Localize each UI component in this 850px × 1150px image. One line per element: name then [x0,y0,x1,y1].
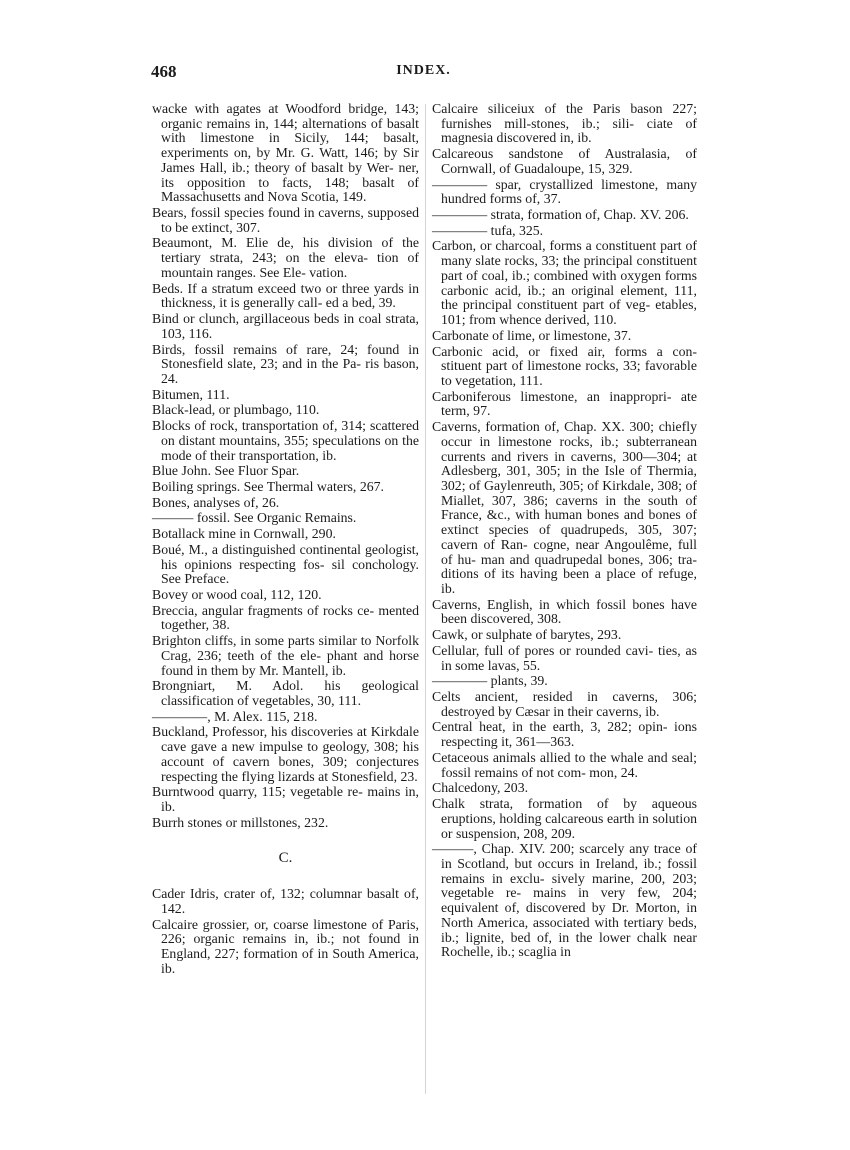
entry-line: of, discovered by Dr. Morton, in North [441,900,697,930]
entry-line: have been discovered, 308. [441,596,697,627]
entry-line: mented together, 38. [161,602,419,633]
entry-line: the tertiary strata, 243; on the eleva- [161,235,419,266]
entry-line: tion of mountain ranges. See Ele- [161,250,419,280]
entry-line: quadrupeds, 305, 307; cavern of Ran- [441,522,697,552]
entry-line: ib. [645,703,660,719]
entry-line: cogne, near Angoulême, full of hu- [441,536,697,567]
entry-line: ———— tufa, 325. [432,222,544,238]
entry-line: Cetaceous animals allied to the whale [432,749,644,765]
entry-line: Norfolk Crag, 236; teeth of the ele- [161,633,419,663]
entry-line: XV. 206. [639,207,689,223]
index-entry [432,674,697,689]
entry-line: Blocks of rock, transportation of, 314; [152,418,366,434]
index-entry [152,102,419,205]
index-entry [432,842,697,960]
entry-line: mains in, ib. [161,784,419,815]
left-column [152,102,419,978]
entry-line: yards in thickness, it is generally call- [161,280,419,311]
entry-line: Bears, fossil species found in caverns, [152,205,364,221]
entry-line: supposed to be extinct, 307. [161,205,419,235]
entry-line: man and quadrupedal bones, 306; tra- [480,551,697,567]
entry-line: ditions of its having been a place of [441,566,653,582]
entry-line: speculations on the mode of their [161,432,419,463]
entry-line: chalk near Rochelle, ib.; scaglia in [441,929,697,960]
entry-line: Caverns, formation of, Chap. XX. 300; [432,419,654,435]
entry-line: 305; in the Isle of Thermia, 302; of [441,463,697,493]
index-entry [152,403,419,418]
entry-line: Brongniart, M. Adol. his geological [152,678,419,694]
entry-line: Blue John. See Fluor Spar. [152,463,300,479]
entry-line: Ireland, ib.; fossil remains in exclu- [441,855,698,886]
entry-line: by Mr. G. Watt, 146; by Sir James [161,145,419,175]
index-entry [152,679,419,708]
entry-line: beds, ib.; lignite, bed of, in the lower [441,914,697,945]
entry-line: Bitumen, 111. [152,386,230,402]
entry-line: chiefly occur in limestone rocks, ib.; [441,419,697,449]
page-header [151,62,696,86]
entry-line: ———— strata, formation of, Chap. [432,207,637,223]
entry-line: of Massachusetts and Nova Scotia, [161,174,419,205]
entry-line: ——— fossil. See Organic Remains. [152,510,357,526]
index-entry [432,628,697,643]
running-head: INDEX. [396,63,451,78]
index-entry [152,543,419,587]
index-entry [432,644,697,673]
index-entry [432,208,697,223]
entry-line: ———— spar, crystallized limestone, [432,176,659,192]
entry-line: Beaumont, M. Elie de, his division of [152,235,394,251]
entry-line: Boiling springs. See Thermal waters, [152,478,357,494]
entry-line: Bind or clunch, argillaceous beds in coal [152,311,382,327]
entry-line: ate term, 97. [441,388,697,419]
entry-line: favorable to vegetation, 111. [441,358,698,388]
entry-line: and seal; fossil remains of not com- [441,749,698,780]
entry-line: Central heat, in the earth, 3, 282; opin- [432,719,668,735]
entry-line: solution or suspension, 208, 209. [441,810,697,841]
entry-line: Caverns, English, in which fossil bones [432,596,665,612]
entry-line: Beds. If a stratum exceed two or three [152,280,370,296]
entry-line: Carbon, or charcoal, forms a constituent [432,238,657,254]
entry-line: Celts ancient, resided in caverns, 306; [432,689,697,705]
entry-line: sil conchology. See Preface. [161,556,419,587]
index-entry [432,147,697,176]
index-entry [152,588,419,603]
index-entry [432,797,697,841]
entry-line: ed a bed, 39. [325,295,396,311]
index-entry [152,527,419,542]
index-entry [152,312,419,341]
entry-line: transportation, ib. [238,447,337,463]
entry-line: Boué, M., a distinguished continental [152,541,361,557]
entry-line: ris bason, 24. [161,356,419,386]
entry-line: Burntwood quarry, 115; vegetable re- [152,784,363,800]
entry-line: subterranean currents and rivers in [441,433,697,464]
entry-line: 267. [359,478,384,494]
entry-line: many hundred forms of, 37. [441,176,697,207]
index-entry [152,480,419,495]
entry-line: Carbonate of lime, or limestone, 37. [432,327,632,343]
index-entry [152,206,419,235]
index-entry [152,464,419,479]
entry-line: Calcareous sandstone of Australasia, of [432,146,697,162]
entry-line: flying lizards at Stonesfield, 23. [241,768,418,784]
index-entry [152,282,419,311]
entry-line: Cawk, or sulphate of barytes, 293. [432,627,622,643]
entry-line: vation. [309,264,348,280]
entry-line: mon, 24. [589,764,638,780]
entry-line: Buckland, Professor, his discoveries at [152,724,367,740]
entry-line: Kirkdale cave gave a new impulse to [161,724,419,755]
entry-line: mains in very few, 204; equivalent [441,885,698,916]
entry-line: of in South America, ib. [161,946,419,976]
entry-line: the principal constituent part of veg- [441,297,651,313]
entry-line: classification of vegetables, 30, 111. [161,693,362,709]
entry-line: Breccia, angular fragments of rocks ce- [152,602,375,618]
entry-line: Mantell, ib. [282,662,347,678]
entry-line: Brighton cliffs, in some parts similar to [152,633,372,649]
entry-line: ———— plants, 39. [432,673,548,689]
index-entry [152,388,419,403]
entry-line: phant and horse found in them by Mr. [161,647,420,678]
index-entry [152,785,419,814]
index-entry [432,598,697,627]
entry-line: in Sicily, 144; basalt, experiments on, [161,130,419,161]
entry-line: Calcaire siliceiux of the Paris bason [432,101,663,116]
entry-line: Botallack mine in Cornwall, 290. [152,526,336,542]
entry-line: bridge, 143; organic remains in, 144; [161,101,419,131]
entry-line: 110. [593,312,617,328]
index-entry [432,178,697,207]
entry-line: sively marine, 200, 203; vegetable re- [441,870,698,901]
entry-line: combined with oxygen forms carbonic [441,267,698,298]
index-entry [152,511,419,526]
entry-line: Chalcedony, 203. [432,780,529,796]
index-entry [152,236,419,280]
entry-line: Carbonic acid, or fixed air, forms a con- [432,343,697,359]
entry-line: ions respecting it, 361—363. [441,719,697,750]
entry-line: Calcaire grossier, or, coarse limestone [152,916,367,932]
index-entry [152,918,419,977]
index-entry [432,690,697,719]
entry-line: principal constituent part of coal, ib.; [441,253,697,283]
entry-line: scattered on distant mountains, 355; [161,418,419,448]
entry-line: etables, 101; from whence derived, [441,297,698,328]
index-entry [432,751,697,780]
index-entry [152,496,419,511]
entry-line: alternations of basalt with limestone [161,115,420,146]
index-entry [152,634,419,678]
index-entry [152,604,419,633]
index-entry [432,420,697,597]
entry-line: basalt of, 142. [161,886,419,916]
entry-line: Cellular, full of pores or rounded cavi- [432,642,654,658]
index-entry [432,239,697,327]
entry-line: bones, 309; conjectures respecting the [161,753,420,784]
entry-line: wacke with agates at Woodford [152,101,342,116]
index-entry [432,329,697,344]
entry-line: trace of in Scotland, but occurs in [441,841,697,871]
entry-line: bones and bones of extinct species of [441,507,698,538]
entry-line: Gaylenreuth, 305; of Kirkdale, 308; [484,477,682,493]
entry-line: Chalk strata, formation of by aqueous [432,796,697,812]
entry-line: in Stonesfield slate, 23; and in the Pa- [161,341,420,372]
entry-line: eruptions, holding calcareous earth in [441,810,649,826]
index-entry [432,345,697,389]
entry-line: part of many slate rocks, 33; the [441,238,698,269]
entry-line: of Miallet, 307, 386; caverns in the [441,477,697,508]
entry-line: ciate of magnesia discovered in, ib. [441,115,697,146]
entry-line: America, associated with tertiary [477,914,664,930]
entry-line: ties, as in some lavas, 55. [441,642,697,673]
entry-line: stituent part of limestone rocks, 33; [441,358,641,374]
right-column [432,102,697,961]
entry-line: strata, 103, 116. [161,311,419,341]
index-entry [432,390,697,419]
entry-line: Cornwall, of Guadaloupe, 15, 329. [441,160,633,176]
index-entry [152,343,419,387]
entry-line: Birds, fossil remains of rare, 24; found [152,341,400,357]
entry-line: of Paris, 226; organic remains in, ib.; [161,916,419,947]
entry-line: refuge, ib. [441,566,697,596]
entry-line: Burrh stones or millstones, 232. [152,814,329,830]
index-entry [152,887,419,916]
index-entry [152,710,419,725]
page-number: 468 [151,62,177,81]
entry-line: Bovey or wood coal, 112, 120. [152,587,322,602]
index-entry [152,725,419,784]
entry-line: caverns, 300—304; at Adlesberg, 301, [441,448,697,479]
entry-line: ner, its opposition to facts, 148; basalt [161,159,419,190]
entry-line: 227; furnishes mill-stones, ib.; sili- [441,101,697,131]
entry-line: geology, 308; his account of cavern [161,739,420,769]
entry-line: Black-lead, or plumbago, 110. [152,402,320,418]
index-entry [432,781,697,796]
entry-line: ————, M. Alex. 115, 218. [152,708,318,724]
column-divider [425,104,426,1094]
entry-line: south of France, &c., with human [441,492,697,523]
entry-line: geologist, his opinions respecting fos- [161,541,419,572]
entry-line: Cader Idris, crater of, 132; columnar [152,886,362,902]
entry-line: Carboniferous limestone, an inappropri- [432,388,672,404]
entry-line: acid, ib.; an original element, 111, [494,282,697,298]
section-letter-heading: C. [278,849,293,866]
entry-line: 149. [342,189,367,205]
index-entry [432,720,697,749]
entry-line: ———, Chap. XIV. 200; scarcely any [432,841,650,857]
index-entry [432,224,697,239]
entry-line: destroyed by Cæsar in their caverns, [441,703,642,719]
entry-line: Bones, analyses of, 26. [152,494,280,510]
index-entry [152,816,419,831]
entry-line: Hall, ib.; theory of basalt by Wer- [199,159,394,175]
entry-line: not found in England, 227; formation [161,931,419,962]
index-entry [152,419,419,463]
index-entry [432,102,697,146]
